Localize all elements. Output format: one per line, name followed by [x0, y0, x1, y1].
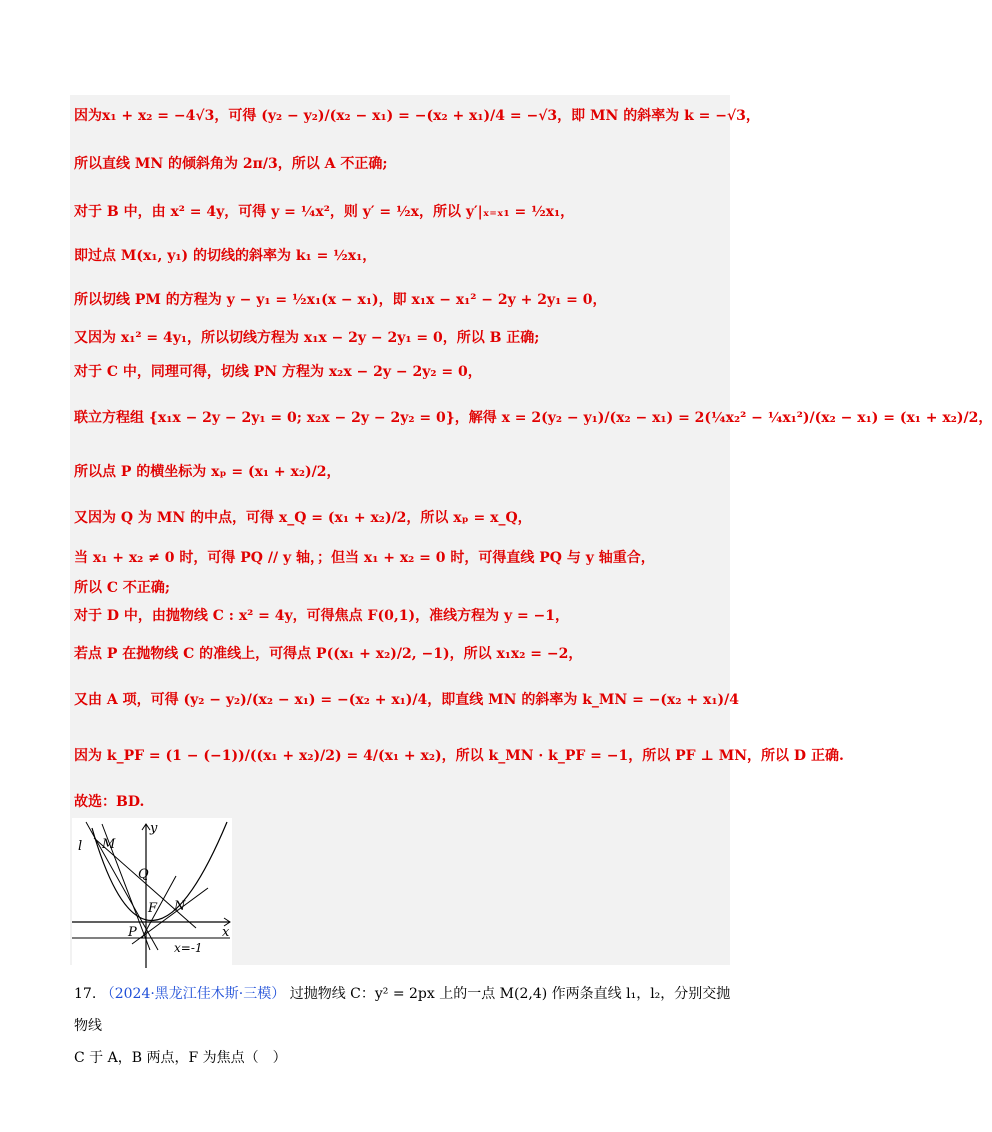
- solution-line-7: 对于 C 中，同理可得，切线 PN 方程为 x₂x − 2y − 2y₂ = 0，: [74, 364, 482, 380]
- line-l: [86, 822, 158, 950]
- label-N: N: [174, 899, 186, 914]
- label-directrix: x=-1: [174, 941, 203, 955]
- question-text-line1: 过抛物线 C：y² = 2px 上的一点 M(2,4) 作两条直线 l₁，l₂，分别交抛物线: [74, 986, 731, 1034]
- label-F: F: [148, 901, 158, 916]
- solution-line-5: 所以切线 PM 的方程为 y − y₁ = ½x₁(x − x₁)，即 x₁x − x₁² − 2y + 2y₁ = 0，: [74, 292, 607, 308]
- parabola-figure: [72, 818, 232, 970]
- question-17: [74, 978, 734, 1074]
- question-source-link[interactable]: （2024·黑龙江佳木斯·三模）: [100, 986, 286, 1002]
- label-Q: Q: [138, 867, 149, 882]
- question-number: 17.: [74, 986, 97, 1002]
- solution-line-1: 因为x₁ + x₂ = −4√3，可得 (y₂ − y₂)/(x₂ − x₁) = −(x₂ + x₁)/4 = −√3，即 MN 的斜率为 k = −√3，: [74, 108, 760, 124]
- solution-line-11: 当 x₁ + x₂ ≠ 0 时，可得 PQ // y 轴，；但当 x₁ + x₂ = 0 时，可得直线 PQ 与 y 轴重合，: [74, 550, 655, 566]
- solution-line-4: 即过点 M(x₁, y₁) 的切线的斜率为 k₁ = ½x₁，: [74, 248, 377, 264]
- label-l: l: [78, 839, 83, 854]
- label-x: x: [222, 925, 230, 940]
- question-text-line2: C 于 A，B 两点，F 为焦点（ ）: [74, 1050, 287, 1066]
- solution-line-13: 对于 D 中，由抛物线 C : x² = 4y，可得焦点 F(0,1)，准线方程为 y = −1，: [74, 608, 570, 624]
- answer-line: 故选：BD.: [74, 794, 145, 810]
- solution-line-8: 联立方程组 {x₁x − 2y − 2y₁ = 0; x₂x − 2y − 2y₂ = 0}，解得 x = 2(y₂ − y₁)/(x₂ − x₁) = 2(¼x₂² − ¼x₁²)/(x₂ − x₁) = (x₁ + x₂)/2，: [74, 410, 992, 426]
- label-M: M: [102, 837, 116, 852]
- solution-line-2: 所以直线 MN 的倾斜角为 2π/3，所以 A 不正确;: [74, 156, 388, 172]
- solution-line-10: 又因为 Q 为 MN 的中点，可得 x_Q = (x₁ + x₂)/2，所以 xₚ = x_Q，: [74, 510, 532, 526]
- solution-line-14: 若点 P 在抛物线 C 的准线上，可得点 P((x₁ + x₂)/2, −1)，所以 x₁x₂ = −2，: [74, 646, 583, 662]
- solution-line-16: 因为 k_PF = (1 − (−1))/((x₁ + x₂)/2) = 4/(x₁ + x₂)，所以 k_MN · k_PF = −1，所以 PF ⊥ MN，所以 D 正确.: [74, 748, 844, 764]
- solution-line-15: 又由 A 项，可得 (y₂ − y₂)/(x₂ − x₁) = −(x₂ + x₁)/4，即直线 MN 的斜率为 k_MN = −(x₂ + x₁)/4: [74, 692, 739, 708]
- solution-line-3: 对于 B 中，由 x² = 4y，可得 y = ¼x²，则 y′ = ½x，所以 y′|ₓ₌ₓ₁ = ½x₁，: [74, 204, 575, 220]
- solution-line-9: 所以点 P 的横坐标为 xₚ = (x₁ + x₂)/2，: [74, 464, 341, 480]
- solution-line-6: 又因为 x₁² = 4y₁，所以切线方程为 x₁x − 2y − 2y₁ = 0，所以 B 正确;: [74, 330, 540, 346]
- label-P: P: [128, 925, 137, 940]
- solution-line-12: 所以 C 不正确;: [74, 580, 171, 596]
- label-y: y: [150, 821, 158, 836]
